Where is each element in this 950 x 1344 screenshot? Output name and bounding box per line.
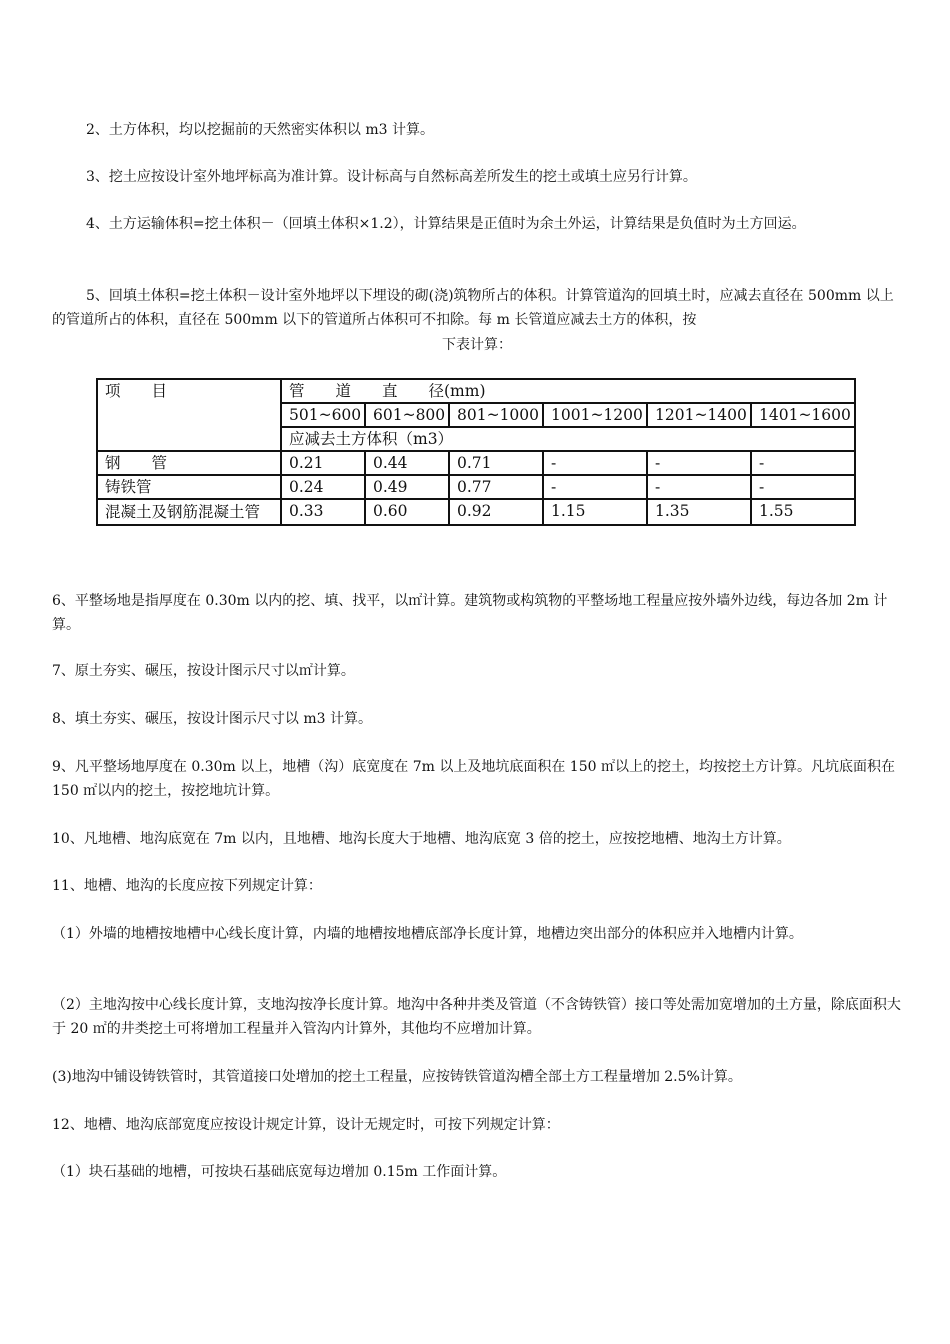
cell-value: 0.24: [281, 475, 365, 499]
cell-value: 1.55: [751, 499, 855, 525]
paragraph-3: 3、挖土应按设计室外地坪标高为准计算。设计标高与自然标高差所发生的挖土或填土应另行计算。: [86, 169, 697, 185]
row-name: 铸铁管: [97, 475, 281, 499]
paragraph-12-1: （1）块石基础的地槽，可按块石基础底宽每边增加 0.15m 工作面计算。: [52, 1164, 507, 1180]
cell-value: -: [543, 475, 647, 499]
cell-value: 0.33: [281, 499, 365, 525]
paragraph-8: 8、填土夯实、碾压，按设计图示尺寸以 m3 计算。: [52, 711, 372, 727]
cell-value: 0.21: [281, 451, 365, 475]
paragraph-5-tail: 下表计算：: [442, 337, 512, 353]
cell-value: -: [647, 451, 751, 475]
column-header: 1201~1400: [647, 403, 751, 427]
cell-value: 0.92: [449, 499, 543, 525]
paragraph-4: 4、土方运输体积=挖土体积－（回填土体积×1.2），计算结果是正值时为余土外运，计算结果是负值时为土方回运。: [86, 216, 806, 232]
paragraph-11-2: （2）主地沟按中心线长度计算，支地沟按净长度计算。地沟中各种井类及管道（不含铸铁管）接口等处需加宽增加的土方量，除底面积大于 20 ㎡的井类挖土可将增加工程量并入管沟内计算外，其他均不应增加计算。: [52, 997, 901, 1037]
cell-value: -: [647, 475, 751, 499]
pipe-volume-table: [96, 378, 856, 526]
cell-value: -: [751, 475, 855, 499]
column-header: 801~1000: [449, 403, 543, 427]
paragraph-11-1: （1）外墙的地槽按地槽中心线长度计算，内墙的地槽按地槽底部净长度计算，地槽边突出部分的体积应并入地槽内计算。: [52, 926, 803, 942]
paragraph-5: 5、回填土体积=挖土体积－设计室外地坪以下埋设的砌(浇)筑物所占的体积。计算管道沟的回填土时，应减去直径在 500mm 以上的管道所占的体积，直径在 500mm 以下的管道所占体积可不扣除。每 m 长管道应减去土方的体积，按: [52, 288, 894, 328]
row-name: 钢 管: [97, 451, 281, 475]
cell-value: -: [751, 451, 855, 475]
table-row: [97, 499, 855, 525]
column-header: 1401~1600: [751, 403, 855, 427]
table-row: [97, 451, 855, 475]
paragraph-6: 6、平整场地是指厚度在 0.30m 以内的挖、填、找平，以㎡计算。建筑物或构筑物的平整场地工程量应按外墙外边线，每边各加 2m 计算。: [52, 593, 888, 633]
unit-row: 应减去土方体积（m3）: [281, 427, 855, 451]
diameter-header: 管 道 直 径(mm): [281, 379, 855, 403]
cell-value: 0.77: [449, 475, 543, 499]
cell-value: -: [543, 451, 647, 475]
cell-value: 0.49: [365, 475, 449, 499]
table-row: [97, 475, 855, 499]
paragraph-10: 10、凡地槽、地沟底宽在 7m 以内，且地槽、地沟长度大于地槽、地沟底宽 3 倍的挖土，应按挖地槽、地沟土方计算。: [52, 831, 791, 847]
cell-value: 1.15: [543, 499, 647, 525]
column-header: 601~800: [365, 403, 449, 427]
column-header: 1001~1200: [543, 403, 647, 427]
paragraph-9: 9、凡平整场地厚度在 0.30m 以上，地槽（沟）底宽度在 7m 以上及地坑底面积在 150 ㎡以上的挖土，均按挖土方计算。凡坑底面积在 150 ㎡以内的挖土，按挖地坑计算。: [52, 759, 895, 799]
cell-value: 0.71: [449, 451, 543, 475]
item-header: 项 目: [97, 379, 281, 451]
row-name: 混凝土及钢筋混凝土管: [97, 499, 281, 525]
paragraph-12: 12、地槽、地沟底部宽度应按设计规定计算，设计无规定时，可按下列规定计算：: [52, 1117, 560, 1133]
paragraph-7: 7、原土夯实、碾压，按设计图示尺寸以㎡计算。: [52, 663, 355, 679]
cell-value: 1.35: [647, 499, 751, 525]
cell-value: 0.44: [365, 451, 449, 475]
paragraph-2: 2、土方体积，均以挖掘前的天然密实体积以 m3 计算。: [86, 122, 434, 138]
paragraph-11-3: (3)地沟中铺设铸铁管时，其管道接口处增加的挖土工程量，应按铸铁管道沟槽全部土方工程量增加 2.5%计算。: [52, 1069, 742, 1085]
paragraph-11: 11、地槽、地沟的长度应按下列规定计算：: [52, 878, 322, 894]
column-header: 501~600: [281, 403, 365, 427]
cell-value: 0.60: [365, 499, 449, 525]
